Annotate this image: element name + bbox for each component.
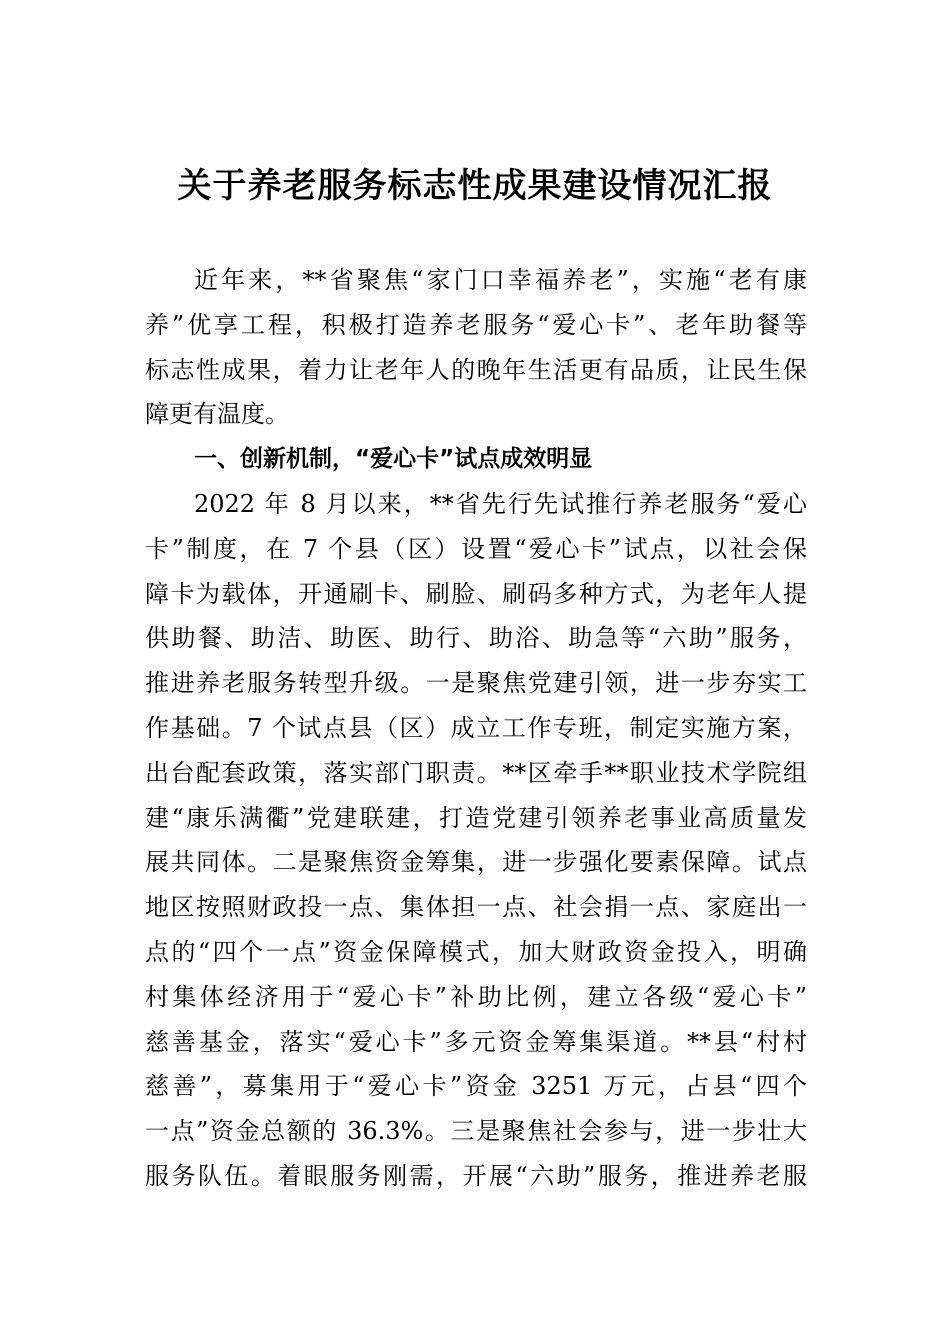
paragraph-line: 障卡为载体，开通刷卡、刷脸、刷码多种方式，为老年人提 (145, 579, 807, 608)
paragraph-line: 推进养老服务转型升级。一是聚焦党建引领，进一步夯实工 (145, 669, 807, 698)
paragraph-line: 养”优享工程，积极打造养老服务“爱心卡”、老年助餐等 (145, 310, 807, 339)
document-title: 关于养老服务标志性成果建设情况汇报 (177, 166, 773, 206)
paragraph-line: 2022 年 8 月以来，**省先行先试推行养老服务“爱心 (194, 489, 807, 518)
paragraph-line: 地区按照财政投一点、集体担一点、社会捐一点、家庭出一 (145, 893, 807, 922)
paragraph-line: 作基础。7 个试点县（区）成立工作专班，制定实施方案， (145, 713, 807, 742)
paragraph-line: 建“康乐满衢”党建联建，打造党建引领养老事业高质量发 (145, 803, 807, 832)
paragraph-line: 近年来，**省聚焦“家门口幸福养老”，实施“老有康 (194, 266, 807, 294)
paragraph-line: 村集体经济用于“爱心卡”补助比例，建立各级“爱心卡” (145, 982, 807, 1011)
paragraph-line: 慈善基金，落实“爱心卡”多元资金筹集渠道。**县“村村 (145, 1027, 807, 1056)
paragraph-line: 标志性成果，着力让老年人的晚年生活更有品质，让民生保 (145, 355, 807, 384)
section-paragraph (145, 482, 807, 1199)
paragraph-line: 展共同体。二是聚焦资金筹集，进一步强化要素保障。试点 (145, 848, 807, 877)
paragraph-line: 卡”制度，在 7 个县（区）设置“爱心卡”试点，以社会保 (145, 534, 807, 563)
paragraph-line: 障更有温度。 (145, 400, 289, 429)
section-heading: 一、创新机制，“爱心卡”试点成效明显 (194, 446, 593, 473)
paragraph-line: 慈善”，募集用于“爱心卡”资金 3251 万元，占县“四个 (145, 1072, 807, 1101)
paragraph-line: 供助餐、助洁、助医、助行、助浴、助急等“六助”服务， (145, 624, 807, 653)
paragraph-line: 点的“四个一点”资金保障模式，加大财政资金投入，明确 (145, 937, 807, 966)
paragraph-line: 一点”资金总额的 36.3%。三是聚焦社会参与，进一步壮大 (145, 1117, 807, 1146)
intro-paragraph (145, 258, 807, 437)
paragraph-line: 服务队伍。着眼服务刚需，开展“六助”服务，推进养老服 (145, 1161, 807, 1190)
paragraph-line: 出台配套政策，落实部门职责。**区牵手**职业技术学院组 (145, 758, 807, 787)
document-body (145, 258, 807, 1199)
